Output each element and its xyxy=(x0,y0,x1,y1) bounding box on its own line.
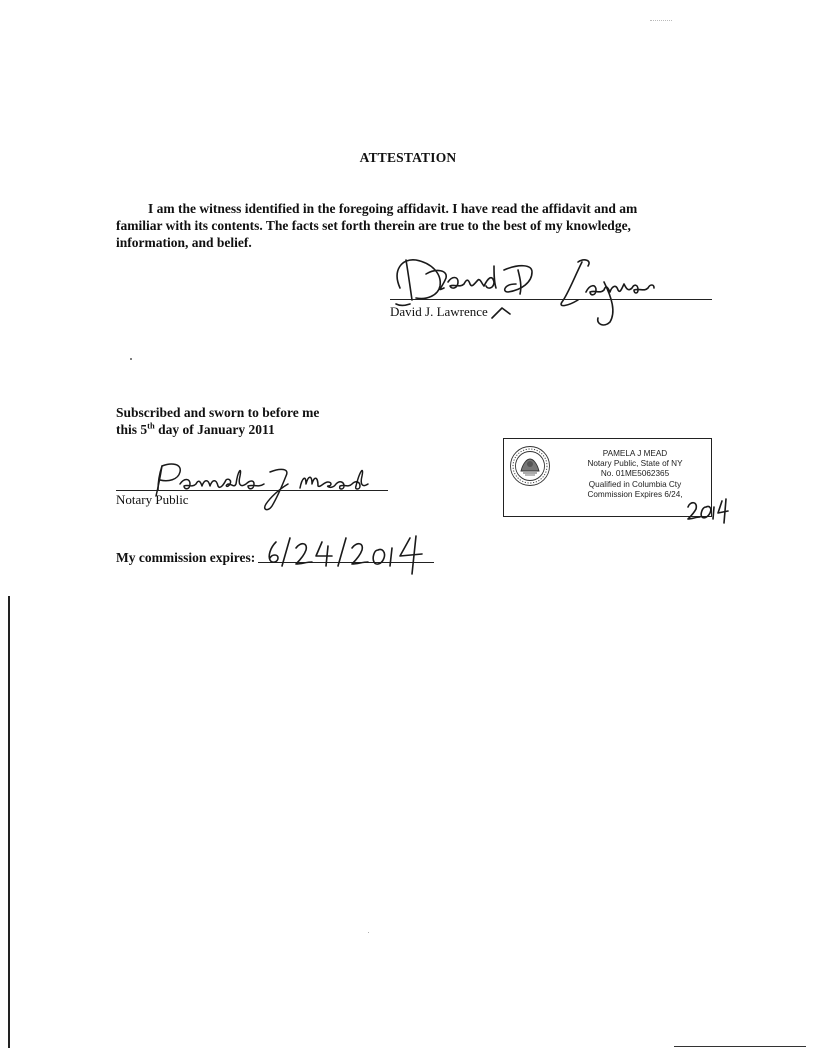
scan-edge-line xyxy=(674,1046,806,1047)
witness-printed-name: David J. Lawrence xyxy=(390,304,488,319)
notary-signature-line xyxy=(116,490,388,491)
stamp-handwritten-year xyxy=(686,497,730,525)
document-title: ATTESTATION xyxy=(359,150,457,165)
jurat-text xyxy=(116,404,319,438)
jurat-line xyxy=(116,421,319,438)
scan-edge-line xyxy=(8,596,10,1048)
jurat-line: Subscribed and sworn to before me xyxy=(116,405,320,420)
stamp-notary-name: PAMELA J MEAD xyxy=(602,449,668,458)
stamp-line: Qualified in Columbia Cty xyxy=(588,479,682,489)
scan-artifact xyxy=(368,932,369,933)
stamp-line: Commission Expires 6/24, xyxy=(587,489,683,499)
notary-stamp xyxy=(503,438,712,517)
witness-signature xyxy=(382,248,717,338)
notary-seal-icon xyxy=(509,445,551,487)
jurat-date-suffix: day of January 2011 xyxy=(154,422,275,437)
jurat-date-suffix-superscript: th xyxy=(147,420,155,431)
commission-expires-label: My commission expires: xyxy=(116,550,256,565)
scan-artifact xyxy=(130,358,132,360)
stamp-text xyxy=(560,449,710,500)
jurat-date-prefix: this 5 xyxy=(116,422,148,437)
paragraph-line: information, and belief. xyxy=(116,235,252,250)
stamp-line: No. 01ME5062365 xyxy=(600,469,670,479)
stamp-line: Notary Public, State of NY xyxy=(587,459,683,469)
paragraph-line: I am the witness identified in the foregoing affidavit. I have read the affidavit and am xyxy=(148,201,638,216)
witness-signature-line xyxy=(390,299,712,300)
scan-artifact xyxy=(650,20,672,22)
commission-handwritten-date xyxy=(262,534,434,576)
notary-public-label: Notary Public xyxy=(116,492,189,507)
paragraph-line: familiar with its contents. The facts set forth therein are true to the best of my knowledge, xyxy=(116,218,631,233)
attestation-paragraph xyxy=(116,200,696,251)
